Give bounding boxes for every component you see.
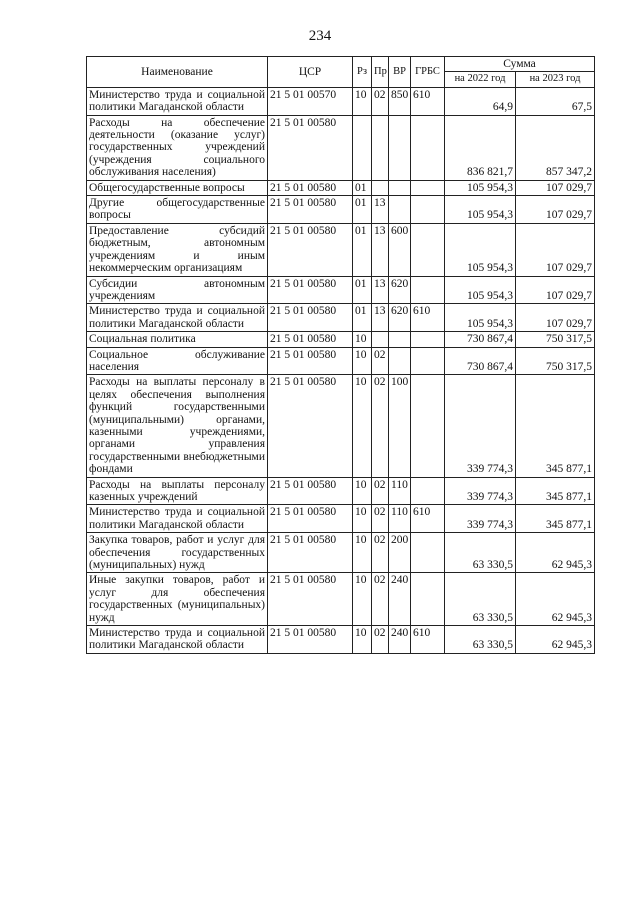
header-vr: ВР	[389, 57, 411, 88]
row-name: Министерство труда и социальной политики Магаданской области	[87, 626, 268, 654]
table-row	[87, 223, 595, 276]
row-name: Министерство труда и социальной политики Магаданской области	[87, 304, 268, 332]
row-rz: 10	[353, 626, 372, 654]
row-grbs	[411, 276, 445, 304]
row-grbs: 610	[411, 304, 445, 332]
row-rz: 10	[353, 505, 372, 533]
row-amount-2023: 67,5	[516, 87, 595, 115]
row-grbs	[411, 347, 445, 375]
row-rz: 10	[353, 533, 372, 573]
row-rz: 10	[353, 347, 372, 375]
row-csr: 21 5 01 00580	[268, 533, 353, 573]
row-pr: 02	[372, 505, 389, 533]
row-amount-2023: 107 029,7	[516, 196, 595, 224]
row-amount-2023: 107 029,7	[516, 223, 595, 276]
header-pr: Пр	[372, 57, 389, 88]
row-name: Министерство труда и социальной политики Магаданской области	[87, 505, 268, 533]
header-name: Наименование	[87, 57, 268, 88]
row-vr: 620	[389, 304, 411, 332]
row-name: Социальная политика	[87, 332, 268, 347]
row-pr	[372, 115, 389, 180]
row-csr: 21 5 01 00580	[268, 626, 353, 654]
row-grbs	[411, 196, 445, 224]
table-row	[87, 533, 595, 573]
row-grbs	[411, 533, 445, 573]
row-amount-2022: 105 954,3	[445, 276, 516, 304]
row-amount-2022: 105 954,3	[445, 223, 516, 276]
row-name: Министерство труда и социальной политики Магаданской области	[87, 87, 268, 115]
table-row	[87, 87, 595, 115]
row-pr: 02	[372, 87, 389, 115]
row-name: Социальное обслуживание населения	[87, 347, 268, 375]
row-pr: 13	[372, 304, 389, 332]
row-vr: 110	[389, 505, 411, 533]
row-pr: 13	[372, 223, 389, 276]
row-name: Расходы на выплаты персоналу казенных учреждений	[87, 477, 268, 505]
table-row	[87, 626, 595, 654]
row-amount-2022: 730 867,4	[445, 347, 516, 375]
row-pr: 02	[372, 347, 389, 375]
table-row	[87, 573, 595, 626]
header-csr: ЦСР	[268, 57, 353, 88]
row-rz	[353, 115, 372, 180]
row-amount-2022: 63 330,5	[445, 573, 516, 626]
row-vr	[389, 115, 411, 180]
row-amount-2022: 63 330,5	[445, 533, 516, 573]
header-row	[87, 57, 595, 72]
table-row	[87, 375, 595, 477]
row-csr: 21 5 01 00580	[268, 477, 353, 505]
row-name: Расходы на выплаты персоналу в целях обеспечения выполнения функций государственными (муниципальными) органами, казенными учреждениями, органами управления государственными внебюджетными фондами	[87, 375, 268, 477]
row-grbs	[411, 115, 445, 180]
row-grbs	[411, 223, 445, 276]
header-sum: Сумма	[445, 57, 595, 72]
row-pr	[372, 332, 389, 347]
row-amount-2023: 345 877,1	[516, 477, 595, 505]
row-amount-2023: 62 945,3	[516, 573, 595, 626]
row-pr: 02	[372, 626, 389, 654]
row-amount-2022: 836 821,7	[445, 115, 516, 180]
row-amount-2022: 105 954,3	[445, 304, 516, 332]
row-amount-2023: 107 029,7	[516, 304, 595, 332]
row-rz: 01	[353, 223, 372, 276]
row-pr: 02	[372, 375, 389, 477]
row-name: Иные закупки товаров, работ и услуг для обеспечения государственных (муниципальных) нужд	[87, 573, 268, 626]
row-rz: 01	[353, 276, 372, 304]
row-csr: 21 5 01 00580	[268, 573, 353, 626]
row-amount-2022: 730 867,4	[445, 332, 516, 347]
row-vr	[389, 196, 411, 224]
row-grbs	[411, 477, 445, 505]
row-amount-2023: 62 945,3	[516, 533, 595, 573]
row-amount-2023: 345 877,1	[516, 375, 595, 477]
row-amount-2022: 339 774,3	[445, 505, 516, 533]
row-grbs	[411, 573, 445, 626]
row-amount-2022: 105 954,3	[445, 196, 516, 224]
table-row	[87, 196, 595, 224]
row-amount-2023: 857 347,2	[516, 115, 595, 180]
table-row	[87, 276, 595, 304]
row-grbs	[411, 180, 445, 195]
header-grbs: ГРБС	[411, 57, 445, 88]
row-pr: 13	[372, 196, 389, 224]
row-rz: 01	[353, 196, 372, 224]
row-amount-2023: 107 029,7	[516, 276, 595, 304]
row-name: Предоставление субсидий бюджетным, автономным учреждениям и иным некоммерческим организациям	[87, 223, 268, 276]
row-csr: 21 5 01 00580	[268, 196, 353, 224]
row-csr: 21 5 01 00580	[268, 332, 353, 347]
row-vr: 200	[389, 533, 411, 573]
table-row	[87, 180, 595, 195]
row-csr: 21 5 01 00580	[268, 223, 353, 276]
table-row	[87, 115, 595, 180]
row-grbs: 610	[411, 626, 445, 654]
table-row	[87, 332, 595, 347]
row-pr: 13	[372, 276, 389, 304]
row-pr: 02	[372, 533, 389, 573]
row-vr: 600	[389, 223, 411, 276]
row-name: Закупка товаров, работ и услуг для обеспечения государственных (муниципальных) нужд	[87, 533, 268, 573]
row-csr: 21 5 01 00580	[268, 505, 353, 533]
row-vr: 240	[389, 573, 411, 626]
row-amount-2022: 339 774,3	[445, 477, 516, 505]
row-vr: 620	[389, 276, 411, 304]
row-rz: 10	[353, 87, 372, 115]
row-amount-2023: 345 877,1	[516, 505, 595, 533]
header-rz: Рз	[353, 57, 372, 88]
header-year-2022: на 2022 год	[445, 72, 516, 87]
row-vr	[389, 180, 411, 195]
row-csr: 21 5 01 00570	[268, 87, 353, 115]
row-pr	[372, 180, 389, 195]
row-csr: 21 5 01 00580	[268, 115, 353, 180]
row-csr: 21 5 01 00580	[268, 304, 353, 332]
row-amount-2022: 339 774,3	[445, 375, 516, 477]
row-grbs: 610	[411, 505, 445, 533]
table-row	[87, 505, 595, 533]
row-amount-2023: 107 029,7	[516, 180, 595, 195]
row-amount-2022: 105 954,3	[445, 180, 516, 195]
row-vr: 100	[389, 375, 411, 477]
row-pr: 02	[372, 477, 389, 505]
row-grbs	[411, 332, 445, 347]
header-year-2023: на 2023 год	[516, 72, 595, 87]
budget-table	[86, 56, 595, 654]
row-grbs	[411, 375, 445, 477]
row-rz: 01	[353, 180, 372, 195]
row-name: Другие общегосударственные вопросы	[87, 196, 268, 224]
row-amount-2022: 63 330,5	[445, 626, 516, 654]
row-amount-2022: 64,9	[445, 87, 516, 115]
row-name: Субсидии автономным учреждениям	[87, 276, 268, 304]
row-vr: 850	[389, 87, 411, 115]
page-number: 234	[308, 28, 332, 44]
table-row	[87, 477, 595, 505]
row-name: Общегосударственные вопросы	[87, 180, 268, 195]
row-pr: 02	[372, 573, 389, 626]
row-amount-2023: 62 945,3	[516, 626, 595, 654]
row-vr: 110	[389, 477, 411, 505]
row-vr	[389, 347, 411, 375]
table-row	[87, 304, 595, 332]
row-grbs: 610	[411, 87, 445, 115]
row-vr	[389, 332, 411, 347]
row-rz: 10	[353, 332, 372, 347]
row-csr: 21 5 01 00580	[268, 276, 353, 304]
row-amount-2023: 750 317,5	[516, 347, 595, 375]
row-name: Расходы на обеспечение деятельности (оказание услуг) государственных учреждений (учреждения социального обслуживания населения)	[87, 115, 268, 180]
row-rz: 10	[353, 573, 372, 626]
row-rz: 01	[353, 304, 372, 332]
row-amount-2023: 750 317,5	[516, 332, 595, 347]
row-rz: 10	[353, 477, 372, 505]
row-vr: 240	[389, 626, 411, 654]
row-csr: 21 5 01 00580	[268, 180, 353, 195]
row-rz: 10	[353, 375, 372, 477]
table-row	[87, 347, 595, 375]
row-csr: 21 5 01 00580	[268, 375, 353, 477]
row-csr: 21 5 01 00580	[268, 347, 353, 375]
